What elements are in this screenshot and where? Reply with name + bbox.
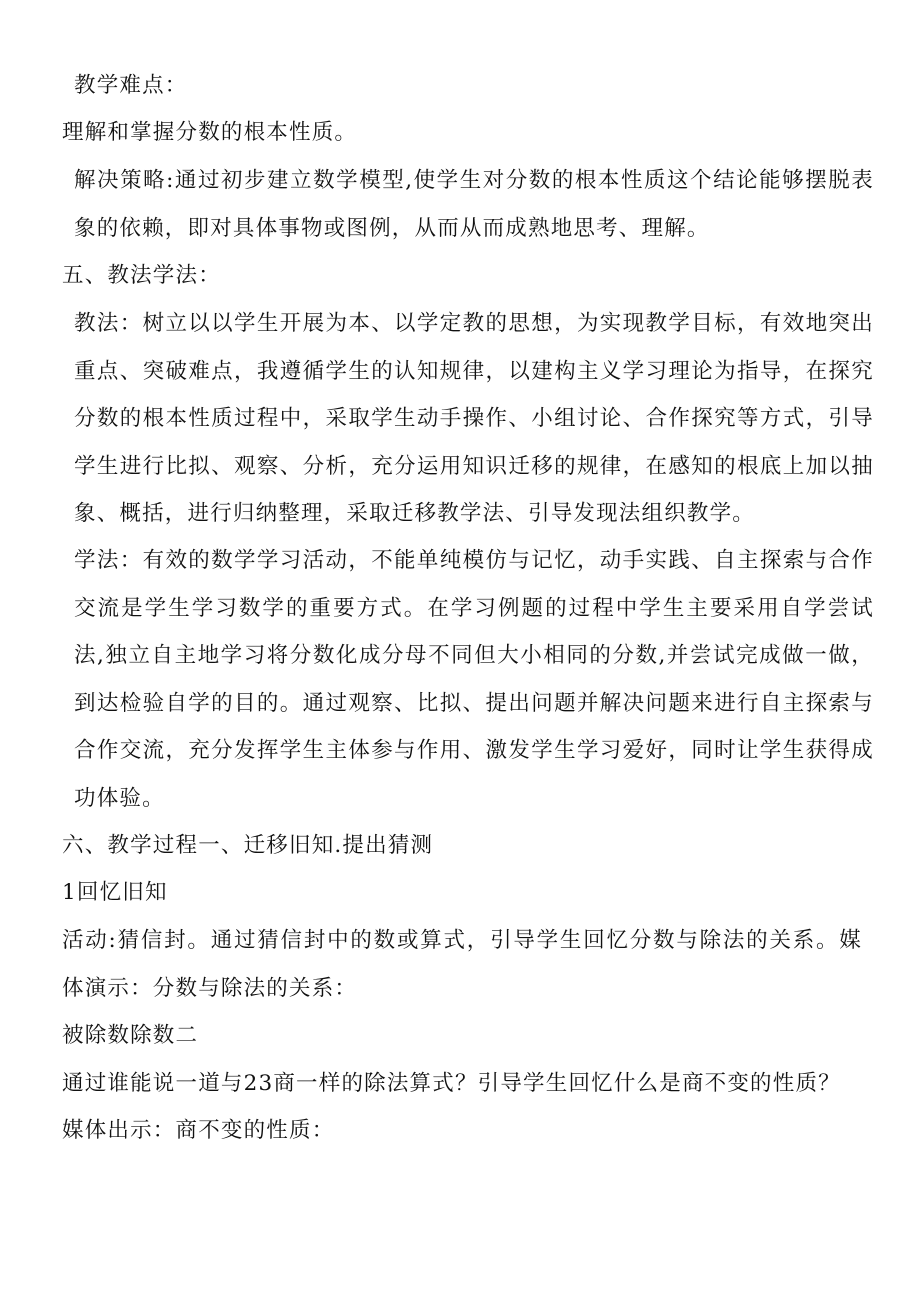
quotient-question: 通过谁能说一道与23商一样的除法算式？引导学生回忆什么是商不变的性质？	[62, 1071, 841, 1096]
difficulty-heading: 教学难点：	[74, 73, 188, 98]
formula-line: 被除数除数二	[62, 1023, 199, 1048]
difficulty-content: 理解和掌握分数的根本性质。	[62, 120, 358, 145]
learning-method-paragraph: 学法：有效的数学学习活动，不能单纯模仿与记忆，动手实践、自主探索与合作交流是学生学习数学的重要方式。在学习例题的过程中学生主要采用自学尝试法,独立自主地学习将分数化成分母不同但大小相同的分数,并尝试完成做一做，到达检验自学的目的。通过观察、比拟、提出问题并解决问题来进行自主探索与合作交流，充分发挥学生主体参与作用、激发学生学习爱好，同时让学生获得成功体验。	[74, 548, 874, 811]
section-six-heading: 六、教学过程一、迁移旧知.提出猜测	[62, 833, 434, 858]
media-display-line: 媒体出示：商不变的性质：	[62, 1118, 335, 1143]
strategy-paragraph: 解决策略:通过初步建立数学模型,使学生对分数的根本性质这个结论能够摆脱表象的依赖，即对具体事物或图例，从而从而成熟地思考、理解。	[74, 168, 874, 241]
recall-heading: 1回忆旧知	[62, 880, 168, 905]
teaching-method-paragraph: 教法：树立以以学生开展为本、以学定教的思想，为实现教学目标，有效地突出重点、突破难点，我遵循学生的认知规律，以建构主义学习理论为指导，在探究分数的根本性质过程中，采取学生动手操作、小组讨论、合作探究等方式，引导学生进行比拟、观察、分析，充分运用知识迁移的规律，在感知的根底上加以抽象、概括，进行归纳整理，采取迁移教学法、引导发现法组织教学。	[74, 311, 874, 526]
activity-paragraph: 活动:猜信封。通过猜信封中的数或算式，引导学生回忆分数与除法的关系。媒体演示：分数与除法的关系：	[62, 928, 862, 1001]
section-five-heading: 五、教法学法：	[62, 263, 221, 288]
